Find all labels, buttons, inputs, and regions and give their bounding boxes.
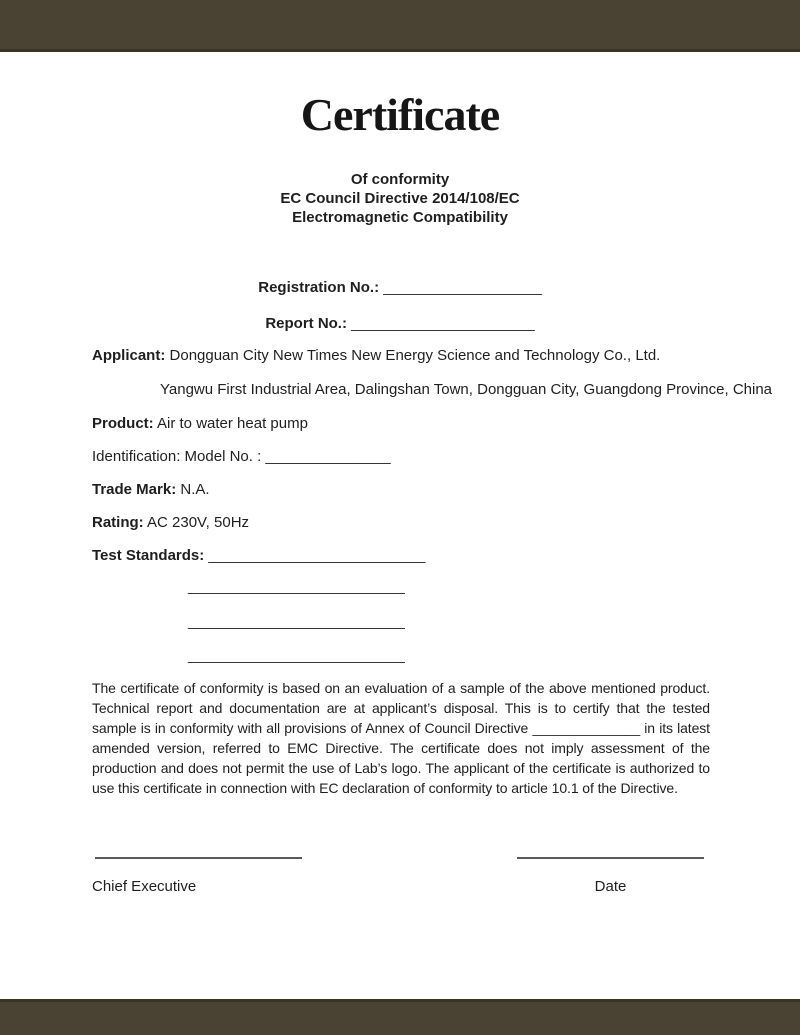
test-standards-extra-blank-2: __________________________ [188, 613, 405, 630]
product-row [92, 414, 308, 434]
declaration-text-after: in its latest amended version, referred to EMC Directive. The certificate does not imply assessment of the production and does not permit the use of Lab’s logo. The applicant of the certificate is authorized to use this certificate in connection with EC declaration of conformity to article 10.1 of the Directive. [92, 720, 710, 796]
trademark-label: Trade Mark: [92, 481, 177, 498]
date-label: Date [594, 878, 627, 895]
top-border-bar [0, 0, 800, 52]
applicant-row [92, 346, 660, 366]
test-standards-extra-blank-3: __________________________ [188, 647, 405, 664]
identification-label: Identification: Model No. : [92, 448, 262, 465]
declaration-text-before: The certificate of conformity is based on an evaluation of a sample of the above mentioned product. Technical report and documentation are at applicant’s disposal. This is to certify that the tested sample is in conformity with all provisions of Annex of Council Directive [92, 680, 710, 736]
report-number-blank: ______________________ [351, 315, 535, 332]
registration-number-blank: ___________________ [383, 279, 542, 296]
chief-executive-label: Chief Executive [92, 878, 197, 895]
bottom-border-bar [0, 999, 800, 1035]
rating-row [92, 513, 249, 533]
product-value: Air to water heat pump [157, 415, 308, 432]
identification-row [92, 447, 391, 467]
report-number-label: Report No.: [265, 315, 347, 332]
trademark-value: N.A. [180, 481, 210, 498]
rating-label: Rating: [92, 514, 144, 531]
subtitle-line-directive: EC Council Directive 2014/108/EC [280, 190, 520, 207]
test-standards-row [92, 546, 425, 566]
identification-blank: _______________ [265, 448, 391, 465]
certificate-subtitle [0, 170, 800, 227]
rating-value: AC 230V, 50Hz [147, 514, 250, 531]
declaration-paragraph [92, 678, 710, 798]
applicant-label: Applicant: [92, 347, 166, 364]
subtitle-line-conformity: Of conformity [350, 171, 450, 188]
registration-number-row [0, 278, 800, 298]
chief-executive-signature-line [95, 857, 302, 859]
declaration-directive-blank: ______________ [532, 720, 641, 736]
product-label: Product: [92, 415, 154, 432]
applicant-value: Dongguan City New Times New Energy Science and Technology Co., Ltd. [169, 347, 661, 364]
test-standards-blank: __________________________ [208, 547, 426, 564]
applicant-address-row [160, 380, 772, 400]
certificate-title: Certificate [300, 89, 500, 140]
test-standards-label: Test Standards: [92, 547, 205, 564]
test-standards-extra-blank-1: __________________________ [188, 578, 405, 595]
date-signature-line [517, 857, 704, 859]
registration-number-label: Registration No.: [258, 279, 380, 296]
applicant-address: Yangwu First Industrial Area, Dalingshan Town, Dongguan City, Guangdong Province, China [160, 381, 773, 398]
subtitle-line-emc: Electromagnetic Compatibility [292, 209, 508, 226]
trademark-row [92, 480, 210, 500]
report-number-row [0, 314, 800, 334]
